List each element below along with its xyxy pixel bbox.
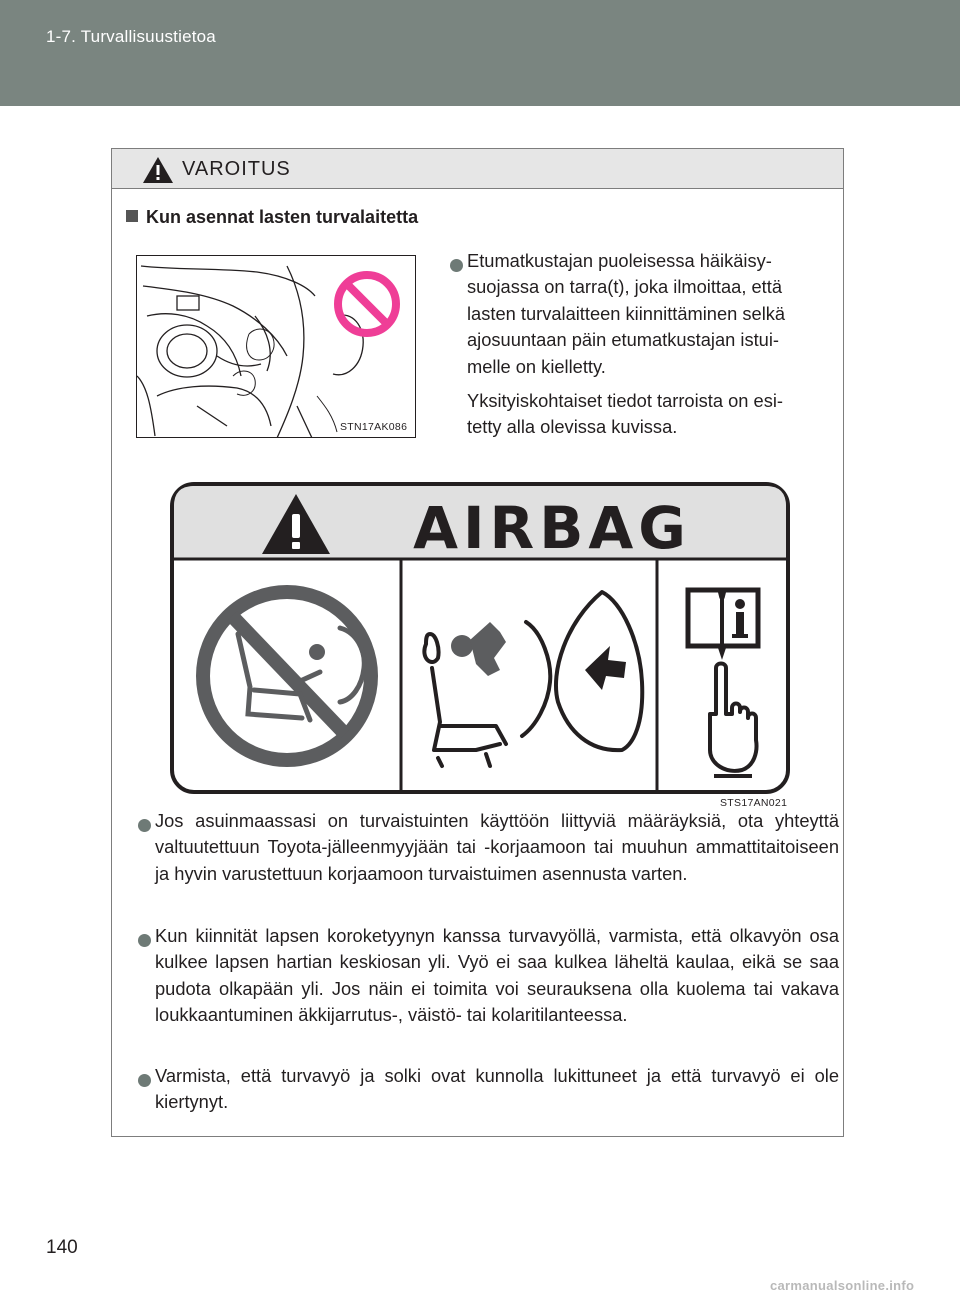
square-bullet-icon bbox=[126, 210, 138, 222]
figure2-code: STS17AN021 bbox=[720, 797, 788, 809]
bullet1-line: melle on kielletty. bbox=[467, 355, 606, 377]
bullet1-text bbox=[467, 248, 829, 380]
subheading-text: Kun asennat lasten turvalaitetta bbox=[146, 207, 419, 227]
bullet1-line: suojassa on tarra(t), joka ilmoittaa, että bbox=[467, 276, 782, 298]
bullet-dot-icon bbox=[450, 259, 463, 272]
bullet1-note-line: tetty alla olevissa kuvissa. bbox=[467, 416, 678, 438]
passenger-airbag-illustration bbox=[136, 255, 416, 438]
bullet-dot-icon bbox=[138, 1074, 151, 1087]
airbag-word: AIRBAG bbox=[413, 494, 691, 562]
bullet2-text: Jos asuinmaassasi on turvaistuinten käyttöön liittyviä määräyksiä, ota yhteyttä valtuutettuun Toyota-jälleenmyyjään tai -korjaamoon tai muuhun ammattitaitoiseen ja hyvin varustettuun korjaamoon turvaistuimen asennusta varten. bbox=[155, 810, 839, 884]
bullet1-note bbox=[467, 388, 829, 441]
warning-header bbox=[112, 149, 843, 189]
airbag-warning-label bbox=[170, 482, 790, 794]
section-title: 1-7. Turvallisuustietoa bbox=[46, 27, 216, 46]
bullet1-line: Etumatkustajan puoleisessa häikäisy- bbox=[467, 250, 772, 271]
warning-title: VAROITUS bbox=[182, 158, 291, 180]
dashboard-drawing bbox=[137, 256, 416, 438]
warning-subheading bbox=[126, 207, 418, 228]
bullet1-line: lasten turvalaitteen kiinnittäminen selkä bbox=[467, 302, 786, 324]
bullet1-note-line: Yksityiskohtaiset tiedot tarroista on esi- bbox=[467, 390, 783, 411]
bullet4-text: Varmista, että turvavyö ja solki ovat kunnolla lukittuneet ja että turvavyö ei ole kiertynyt. bbox=[155, 1065, 839, 1113]
page-number: 140 bbox=[46, 1237, 78, 1258]
page-header bbox=[0, 0, 960, 106]
bullet-dot-icon bbox=[138, 819, 151, 832]
warning-triangle-icon bbox=[142, 156, 174, 184]
figure1-code: STN17AK086 bbox=[340, 421, 408, 433]
footer-watermark: carmanualsonline.info bbox=[770, 1278, 915, 1293]
bullet3-text: Kun kiinnität lapsen koroketyynyn kanssa turvavyöllä, varmista, että olkavyön osa kulkee lapsen hartian keskiosan yli. Vyö ei saa kulkea läheltä kaulaa, eikä se saa pudota olkapään yli. Jos näin ei toimita voi seurauksena olla kuolema tai vakava loukkaantuminen äkkijarrutus-, väistö- tai kolaritilanteessa. bbox=[155, 925, 839, 1026]
bullet1-line: ajosuuntaan päin etumatkustajan istui- bbox=[467, 329, 779, 351]
bullet-dot-icon bbox=[138, 934, 151, 947]
warning-box bbox=[111, 148, 844, 1137]
